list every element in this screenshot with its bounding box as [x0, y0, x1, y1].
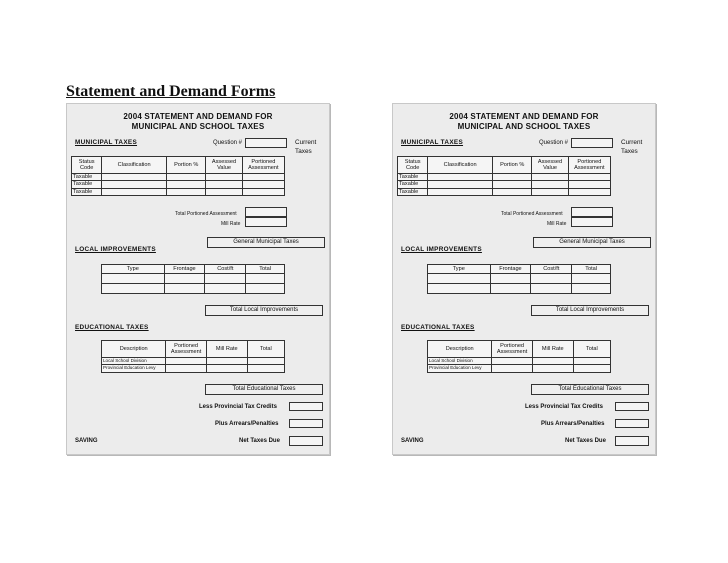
- type-cell[interactable]: [102, 284, 165, 294]
- column-header: Mill Rate: [532, 341, 573, 358]
- total-portioned-assessment-label: Total Portioned Assessment: [501, 211, 563, 217]
- net-taxes-due-field[interactable]: [289, 436, 323, 446]
- less-provincial-tax-credits-label: Less Provincial Tax Credits: [525, 404, 603, 410]
- question-label: Question #: [539, 140, 569, 146]
- table-row: [428, 365, 611, 372]
- municipal-taxes-table: [397, 156, 611, 196]
- statement-form-right: [392, 103, 656, 455]
- mill-rate-cell[interactable]: [532, 365, 573, 372]
- portioned-assessment-cell[interactable]: [242, 181, 284, 188]
- plus-arrears-label: Plus Arrears/Penalties: [215, 421, 279, 427]
- status-code-cell: Taxable: [398, 174, 428, 181]
- table-row: [72, 181, 285, 188]
- cost-cell[interactable]: [531, 274, 572, 284]
- frontage-cell[interactable]: [490, 274, 531, 284]
- column-header: Total: [247, 341, 284, 358]
- educational-taxes-heading: EDUCATIONAL TAXES: [75, 324, 149, 331]
- table-row: [398, 174, 611, 181]
- column-header: Frontage: [164, 265, 205, 274]
- less-provincial-tax-credits-label: Less Provincial Tax Credits: [199, 404, 277, 410]
- status-code-cell: Taxable: [72, 188, 102, 195]
- status-code-cell: Taxable: [72, 174, 102, 181]
- provincial-tax-credits-field[interactable]: [615, 402, 649, 411]
- classification-cell[interactable]: [102, 181, 167, 188]
- total-portioned-assessment-label: Total Portioned Assessment: [175, 211, 237, 217]
- type-cell[interactable]: [428, 274, 491, 284]
- mill-rate-field[interactable]: [571, 217, 613, 227]
- current-taxes-label: Current Taxes: [621, 139, 643, 155]
- portioned-assessment-cell[interactable]: [492, 358, 532, 365]
- column-header: Mill Rate: [206, 341, 247, 358]
- description-cell: Local School Division: [428, 358, 492, 365]
- local-improvements-heading: LOCAL IMPROVEMENTS: [75, 246, 156, 253]
- total-educational-taxes-box: Total Educational Taxes: [531, 384, 649, 395]
- total-portioned-assessment-field[interactable]: [571, 207, 613, 217]
- local-improvements-table: [101, 264, 285, 294]
- municipal-taxes-heading: MUNICIPAL TAXES: [75, 139, 138, 146]
- portion-cell[interactable]: [492, 174, 531, 181]
- type-cell[interactable]: [102, 274, 165, 284]
- portion-cell[interactable]: [166, 174, 205, 181]
- column-header: Assessed Value: [532, 157, 568, 174]
- question-field[interactable]: [245, 138, 287, 148]
- total-cell[interactable]: [247, 365, 284, 372]
- table-row: [102, 358, 285, 365]
- educational-taxes-table: [101, 340, 285, 373]
- assessed-value-cell[interactable]: [532, 188, 568, 195]
- form-title-line-2: MUNICIPAL AND SCHOOL TAXES: [457, 122, 591, 131]
- net-taxes-due-label: Net Taxes Due: [239, 438, 280, 444]
- column-header: Type: [428, 265, 491, 274]
- mill-rate-label: Mill Rate: [547, 221, 567, 227]
- net-taxes-due-label: Net Taxes Due: [565, 438, 606, 444]
- column-header: Classification: [428, 157, 493, 174]
- provincial-tax-credits-field[interactable]: [289, 402, 323, 411]
- column-header: Portioned Assessment: [242, 157, 284, 174]
- status-code-cell: Taxable: [398, 188, 428, 195]
- mill-rate-field[interactable]: [245, 217, 287, 227]
- column-header: Status Code: [398, 157, 428, 174]
- table-row: [72, 174, 285, 181]
- portioned-assessment-cell[interactable]: [492, 365, 532, 372]
- description-cell: Local School Division: [102, 358, 166, 365]
- column-header: Classification: [102, 157, 167, 174]
- frontage-cell[interactable]: [490, 284, 531, 294]
- table-row: [428, 274, 611, 284]
- total-cell[interactable]: [572, 274, 611, 284]
- table-row: [102, 365, 285, 372]
- cost-cell[interactable]: [205, 284, 246, 294]
- classification-cell[interactable]: [428, 188, 493, 195]
- table-row: [398, 181, 611, 188]
- assessed-value-cell[interactable]: [206, 181, 242, 188]
- column-header: Portioned Assessment: [166, 341, 206, 358]
- assessed-value-cell[interactable]: [206, 174, 242, 181]
- total-local-improvements-box: Total Local Improvements: [531, 305, 649, 316]
- mill-rate-cell[interactable]: [206, 365, 247, 372]
- column-header: Assessed Value: [206, 157, 242, 174]
- plus-arrears-label: Plus Arrears/Penalties: [541, 421, 605, 427]
- local-improvements-heading: LOCAL IMPROVEMENTS: [401, 246, 482, 253]
- column-header: Total: [246, 265, 285, 274]
- total-educational-taxes-box: Total Educational Taxes: [205, 384, 323, 395]
- net-taxes-due-field[interactable]: [615, 436, 649, 446]
- classification-cell[interactable]: [102, 188, 167, 195]
- educational-taxes-heading: EDUCATIONAL TAXES: [401, 324, 475, 331]
- form-title-line-2: MUNICIPAL AND SCHOOL TAXES: [131, 122, 265, 131]
- table-row: [72, 188, 285, 195]
- description-cell: Provincial Education Levy: [102, 365, 166, 372]
- column-header: Total: [573, 341, 610, 358]
- portioned-assessment-cell[interactable]: [568, 181, 610, 188]
- portioned-assessment-cell[interactable]: [242, 174, 284, 181]
- table-row: [102, 274, 285, 284]
- column-header: Total: [572, 265, 611, 274]
- total-portioned-assessment-field[interactable]: [245, 207, 287, 217]
- table-row: [428, 284, 611, 294]
- table-row: [428, 358, 611, 365]
- description-cell: Provincial Education Levy: [428, 365, 492, 372]
- column-header: Status Code: [72, 157, 102, 174]
- portion-cell[interactable]: [166, 188, 205, 195]
- mill-rate-label: Mill Rate: [221, 221, 241, 227]
- total-cell[interactable]: [246, 274, 285, 284]
- table-row: [398, 188, 611, 195]
- portioned-assessment-cell[interactable]: [166, 358, 206, 365]
- portioned-assessment-cell[interactable]: [568, 174, 610, 181]
- portion-cell[interactable]: [492, 188, 531, 195]
- form-title-line-1: 2004 STATEMENT AND DEMAND FOR: [123, 112, 273, 121]
- form-title-line-1: 2004 STATEMENT AND DEMAND FOR: [449, 112, 599, 121]
- total-cell[interactable]: [573, 365, 610, 372]
- total-local-improvements-box: Total Local Improvements: [205, 305, 323, 316]
- arrears-field[interactable]: [615, 419, 649, 428]
- current-taxes-label: Current Taxes: [295, 139, 317, 155]
- mill-rate-cell[interactable]: [532, 358, 573, 365]
- page-title: Statement and Demand Forms: [66, 83, 276, 100]
- total-cell[interactable]: [572, 284, 611, 294]
- question-label: Question #: [213, 140, 243, 146]
- column-header: Type: [102, 265, 165, 274]
- mill-rate-cell[interactable]: [206, 358, 247, 365]
- municipal-taxes-heading: MUNICIPAL TAXES: [401, 139, 464, 146]
- column-header: Portion %: [492, 157, 531, 174]
- type-cell[interactable]: [428, 284, 491, 294]
- total-cell[interactable]: [247, 358, 284, 365]
- cost-cell[interactable]: [531, 284, 572, 294]
- general-municipal-taxes-box: General Municipal Taxes: [533, 237, 651, 248]
- classification-cell[interactable]: [428, 174, 493, 181]
- assessed-value-cell[interactable]: [206, 188, 242, 195]
- portion-cell[interactable]: [166, 181, 205, 188]
- column-header: Frontage: [490, 265, 531, 274]
- classification-cell[interactable]: [102, 174, 167, 181]
- column-header: Description: [102, 341, 166, 358]
- local-improvements-table: [427, 264, 611, 294]
- cost-cell[interactable]: [205, 274, 246, 284]
- portioned-assessment-cell[interactable]: [568, 188, 610, 195]
- general-municipal-taxes-box: General Municipal Taxes: [207, 237, 325, 248]
- arrears-field[interactable]: [289, 419, 323, 428]
- column-header: Cost/ft: [205, 265, 246, 274]
- column-header: Portioned Assessment: [492, 341, 532, 358]
- saving-label: SAVING: [75, 438, 98, 444]
- portion-cell[interactable]: [492, 181, 531, 188]
- frontage-cell[interactable]: [164, 274, 205, 284]
- table-row: [102, 284, 285, 294]
- frontage-cell[interactable]: [164, 284, 205, 294]
- column-header: Portion %: [166, 157, 205, 174]
- educational-taxes-table: [427, 340, 611, 373]
- classification-cell[interactable]: [428, 181, 493, 188]
- saving-label: SAVING: [401, 438, 424, 444]
- portioned-assessment-cell[interactable]: [242, 188, 284, 195]
- column-header: Cost/ft: [531, 265, 572, 274]
- total-cell[interactable]: [246, 284, 285, 294]
- question-field[interactable]: [571, 138, 613, 148]
- assessed-value-cell[interactable]: [532, 181, 568, 188]
- status-code-cell: Taxable: [72, 181, 102, 188]
- assessed-value-cell[interactable]: [532, 174, 568, 181]
- column-header: Description: [428, 341, 492, 358]
- municipal-taxes-table: [71, 156, 285, 196]
- statement-form-left: [66, 103, 330, 455]
- total-cell[interactable]: [573, 358, 610, 365]
- portioned-assessment-cell[interactable]: [166, 365, 206, 372]
- status-code-cell: Taxable: [398, 181, 428, 188]
- column-header: Portioned Assessment: [568, 157, 610, 174]
